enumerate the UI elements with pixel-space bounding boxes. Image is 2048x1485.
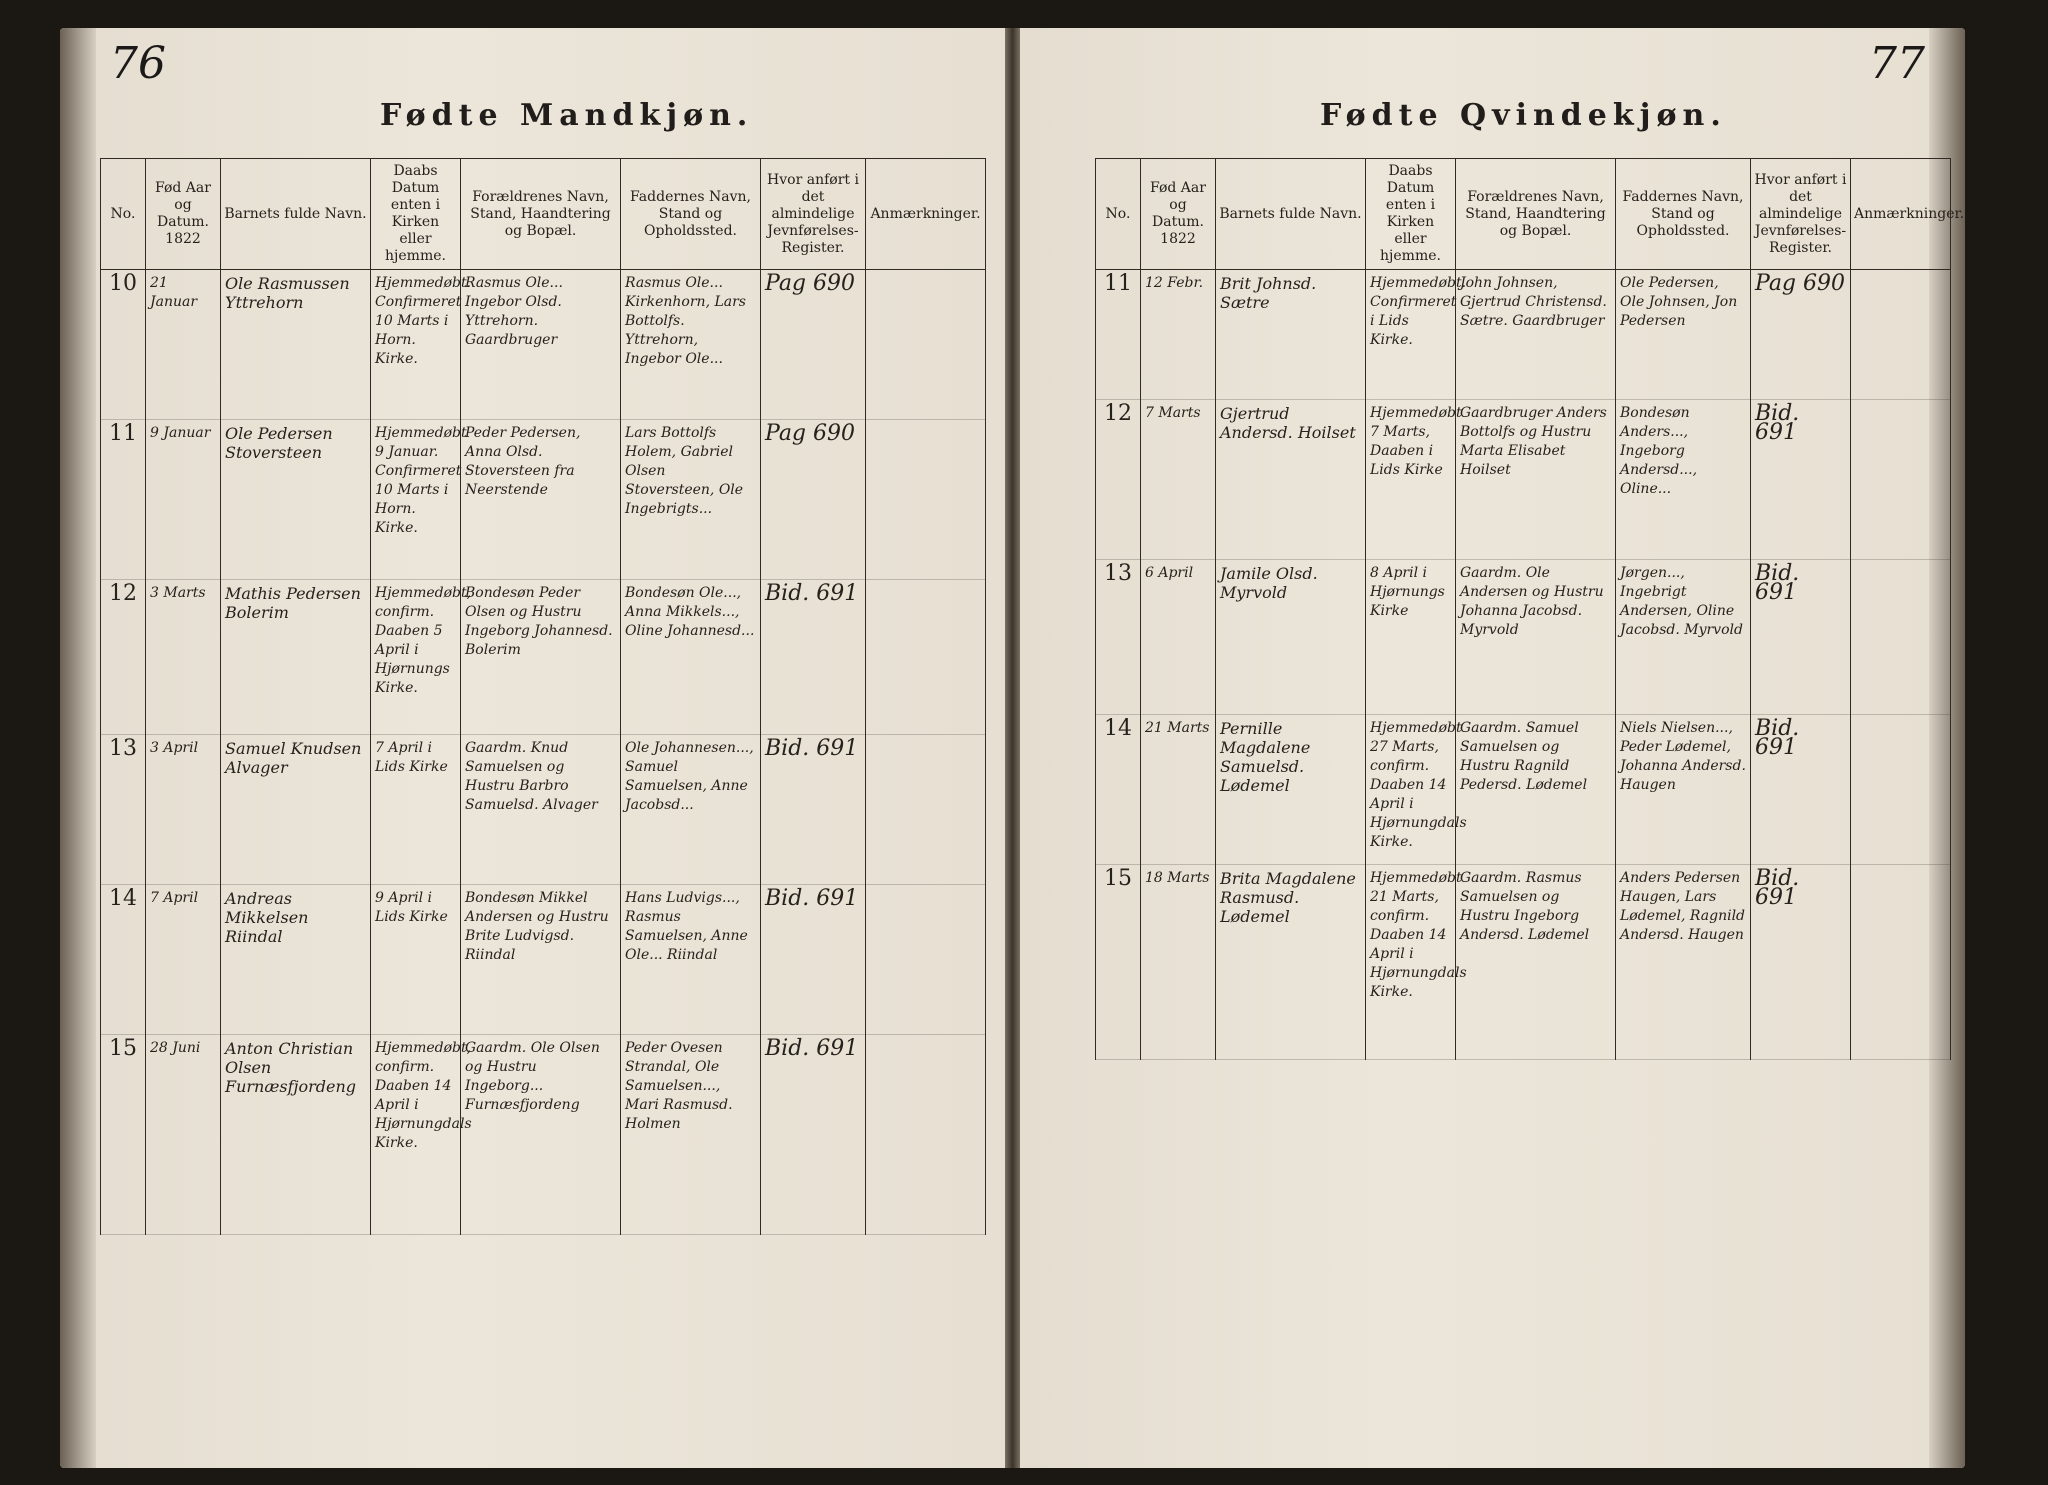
birth-date: 21 Januar xyxy=(146,270,221,420)
remarks xyxy=(1851,865,1951,1060)
parents: Bondesøn Peder Olsen og Hustru Ingeborg Johannesd. Bolerim xyxy=(461,580,621,735)
child-name: Samuel Knudsen Alvager xyxy=(221,735,371,885)
birth-date: 28 Juni xyxy=(146,1035,221,1235)
entry-number: 13 xyxy=(101,735,146,885)
table-row xyxy=(101,420,986,580)
remarks xyxy=(866,885,986,1035)
birth-date: 9 Januar xyxy=(146,420,221,580)
child-name: Ole Pedersen Stoversteen xyxy=(221,420,371,580)
remarks xyxy=(1851,715,1951,865)
entry-number: 14 xyxy=(101,885,146,1035)
register-reference: Bid. 691 xyxy=(761,1035,866,1235)
child-name: Andreas Mikkelsen Riindal xyxy=(221,885,371,1035)
header-cell: Barnets fulde Navn. xyxy=(1216,159,1366,270)
godparents: Lars Bottolfs Holem, Gabriel Olsen Stoversteen, Ole Ingebrigts... xyxy=(621,420,761,580)
parents: Bondesøn Mikkel Andersen og Hustru Brite Ludvigsd. Riindal xyxy=(461,885,621,1035)
baptism-date: Hjemmedøbt. Confirmeret i Lids Kirke. xyxy=(1366,270,1456,400)
left-page xyxy=(60,28,1005,1468)
table-row xyxy=(101,1035,986,1235)
baptism-date: Hjemmedøbt, confirm. Daaben 14 April i Hjørnungdals Kirke. xyxy=(371,1035,461,1235)
page-number: 77 xyxy=(1869,38,1925,89)
register-reference: Bid. 691 xyxy=(1751,400,1851,560)
child-name: Pernille Magdalene Samuelsd. Lødemel xyxy=(1216,715,1366,865)
register-reference: Bid. 691 xyxy=(1751,715,1851,865)
birth-date: 7 April xyxy=(146,885,221,1035)
entry-number: 15 xyxy=(101,1035,146,1235)
register-reference: Bid. 691 xyxy=(761,735,866,885)
godparents: Jørgen..., Ingebrigt Andersen, Oline Jacobsd. Myrvold xyxy=(1616,560,1751,715)
entry-number: 12 xyxy=(101,580,146,735)
remarks xyxy=(866,1035,986,1235)
header-cell: Forældrenes Navn, Stand, Haandtering og Bopæl. xyxy=(1456,159,1616,270)
table-row xyxy=(101,735,986,885)
header-cell: Barnets fulde Navn. xyxy=(221,159,371,270)
godparents: Hans Ludvigs..., Rasmus Samuelsen, Anne Ole... Riindal xyxy=(621,885,761,1035)
baptism-date: Hjemmedøbt 27 Marts, confirm. Daaben 14 April i Hjørnungdals Kirke. xyxy=(1366,715,1456,865)
parents: Gaardm. Ole Andersen og Hustru Johanna Jacobsd. Myrvold xyxy=(1456,560,1616,715)
child-name: Ole Rasmussen Yttrehorn xyxy=(221,270,371,420)
entry-number: 15 xyxy=(1096,865,1141,1060)
baptism-date: Hjemmedøbt 7 Marts, Daaben i Lids Kirke xyxy=(1366,400,1456,560)
header-cell: Fød Aar og Datum. 1822 xyxy=(146,159,221,270)
godparents: Ole Pedersen, Ole Johnsen, Jon Pedersen xyxy=(1616,270,1751,400)
birth-date: 6 April xyxy=(1141,560,1216,715)
godparents: Bondesøn Ole..., Anna Mikkels..., Oline Johannesd... xyxy=(621,580,761,735)
header-cell: Faddernes Navn, Stand og Opholdssted. xyxy=(621,159,761,270)
remarks xyxy=(866,270,986,420)
baptism-date: Hjemmedøbt. Confirmeret 10 Marts i Horn. Kirke. xyxy=(371,270,461,420)
baptism-date: 7 April i Lids Kirke xyxy=(371,735,461,885)
birth-date: 21 Marts xyxy=(1141,715,1216,865)
header-cell: Faddernes Navn, Stand og Opholdssted. xyxy=(1616,159,1751,270)
register-reference: Bid. 691 xyxy=(761,885,866,1035)
entry-number: 11 xyxy=(1096,270,1141,400)
entry-number: 13 xyxy=(1096,560,1141,715)
entry-number: 12 xyxy=(1096,400,1141,560)
remarks xyxy=(866,735,986,885)
register-reference: Pag 690 xyxy=(761,270,866,420)
baptism-date: Hjemmedøbt 21 Marts, confirm. Daaben 14 April i Hjørnungdals Kirke. xyxy=(1366,865,1456,1060)
header-cell: Fød Aar og Datum. 1822 xyxy=(1141,159,1216,270)
table-row xyxy=(101,270,986,420)
remarks xyxy=(1851,560,1951,715)
register-reference: Bid. 691 xyxy=(1751,560,1851,715)
page-edge xyxy=(60,28,96,1468)
child-name: Jamile Olsd. Myrvold xyxy=(1216,560,1366,715)
table-row xyxy=(1096,715,1951,865)
birth-date: 3 April xyxy=(146,735,221,885)
baptism-date: 8 April i Hjørnungs Kirke xyxy=(1366,560,1456,715)
table-row xyxy=(1096,400,1951,560)
remarks xyxy=(866,420,986,580)
parish-register-spread xyxy=(60,28,1965,1468)
baptism-date: Hjemmedøbt 9 Januar. Confirmeret 10 Marts i Horn. Kirke. xyxy=(371,420,461,580)
right-page xyxy=(1020,28,1965,1468)
header-cell: No. xyxy=(101,159,146,270)
header-cell: Hvor anført i det almindelige Jevnførelses-Register. xyxy=(1751,159,1851,270)
birth-date: 12 Febr. xyxy=(1141,270,1216,400)
entry-number: 11 xyxy=(101,420,146,580)
page-title: Fødte Qvindekjøn. xyxy=(1320,98,1727,133)
table-row xyxy=(101,885,986,1035)
birth-date: 3 Marts xyxy=(146,580,221,735)
header-cell: Anmærkninger. xyxy=(866,159,986,270)
baptism-date: Hjemmedøbt, confirm. Daaben 5 April i Hjørnungs Kirke. xyxy=(371,580,461,735)
table-row xyxy=(1096,560,1951,715)
birth-date: 18 Marts xyxy=(1141,865,1216,1060)
parents: Gaardm. Rasmus Samuelsen og Hustru Ingeborg Andersd. Lødemel xyxy=(1456,865,1616,1060)
child-name: Brit Johnsd. Sætre xyxy=(1216,270,1366,400)
birth-date: 7 Marts xyxy=(1141,400,1216,560)
page-number: 76 xyxy=(110,38,166,89)
parents: Gaardbruger Anders Bottolfs og Hustru Marta Elisabet Hoilset xyxy=(1456,400,1616,560)
baptism-date: 9 April i Lids Kirke xyxy=(371,885,461,1035)
godparents: Peder Ovesen Strandal, Ole Samuelsen..., Mari Rasmusd. Holmen xyxy=(621,1035,761,1235)
parents: Gaardm. Ole Olsen og Hustru Ingeborg... Furnæsfjordeng xyxy=(461,1035,621,1235)
parents: Gaardm. Samuel Samuelsen og Hustru Ragnild Pedersd. Lødemel xyxy=(1456,715,1616,865)
child-name: Brita Magdalene Rasmusd. Lødemel xyxy=(1216,865,1366,1060)
remarks xyxy=(866,580,986,735)
header-cell: Hvor anført i det almindelige Jevnførelses-Register. xyxy=(761,159,866,270)
parents: Peder Pedersen, Anna Olsd. Stoversteen fra Neerstende xyxy=(461,420,621,580)
entry-number: 10 xyxy=(101,270,146,420)
header-cell: Daabs Datum enten i Kirken eller hjemme. xyxy=(1366,159,1456,270)
parents: Rasmus Ole... Ingebor Olsd. Yttrehorn. Gaardbruger xyxy=(461,270,621,420)
parents: John Johnsen, Gjertrud Christensd. Sætre. Gaardbruger xyxy=(1456,270,1616,400)
child-name: Mathis Pedersen Bolerim xyxy=(221,580,371,735)
child-name: Gjertrud Andersd. Hoilset xyxy=(1216,400,1366,560)
header-cell: Forældrenes Navn, Stand, Haandtering og Bopæl. xyxy=(461,159,621,270)
godparents: Anders Pedersen Haugen, Lars Lødemel, Ragnild Andersd. Haugen xyxy=(1616,865,1751,1060)
register-table-male xyxy=(100,158,986,1235)
register-reference: Pag 690 xyxy=(1751,270,1851,400)
header-cell: No. xyxy=(1096,159,1141,270)
header-cell: Anmærkninger. xyxy=(1851,159,1951,270)
entry-number: 14 xyxy=(1096,715,1141,865)
godparents: Bondesøn Anders..., Ingeborg Andersd..., Oline... xyxy=(1616,400,1751,560)
child-name: Anton Christian Olsen Furnæsfjordeng xyxy=(221,1035,371,1235)
table-row xyxy=(1096,865,1951,1060)
register-reference: Pag 690 xyxy=(761,420,866,580)
godparents: Niels Nielsen..., Peder Lødemel, Johanna Andersd. Haugen xyxy=(1616,715,1751,865)
page-title: Fødte Mandkjøn. xyxy=(380,98,754,133)
table-row xyxy=(101,580,986,735)
table-row xyxy=(1096,270,1951,400)
register-reference: Bid. 691 xyxy=(1751,865,1851,1060)
book-gutter xyxy=(1005,28,1020,1468)
remarks xyxy=(1851,270,1951,400)
register-table-female xyxy=(1095,158,1965,1060)
parents: Gaardm. Knud Samuelsen og Hustru Barbro Samuelsd. Alvager xyxy=(461,735,621,885)
remarks xyxy=(1851,400,1951,560)
godparents: Ole Johannesen..., Samuel Samuelsen, Anne Jacobsd... xyxy=(621,735,761,885)
godparents: Rasmus Ole... Kirkenhorn, Lars Bottolfs. Yttrehorn, Ingebor Ole... xyxy=(621,270,761,420)
register-reference: Bid. 691 xyxy=(761,580,866,735)
header-cell: Daabs Datum enten i Kirken eller hjemme. xyxy=(371,159,461,270)
